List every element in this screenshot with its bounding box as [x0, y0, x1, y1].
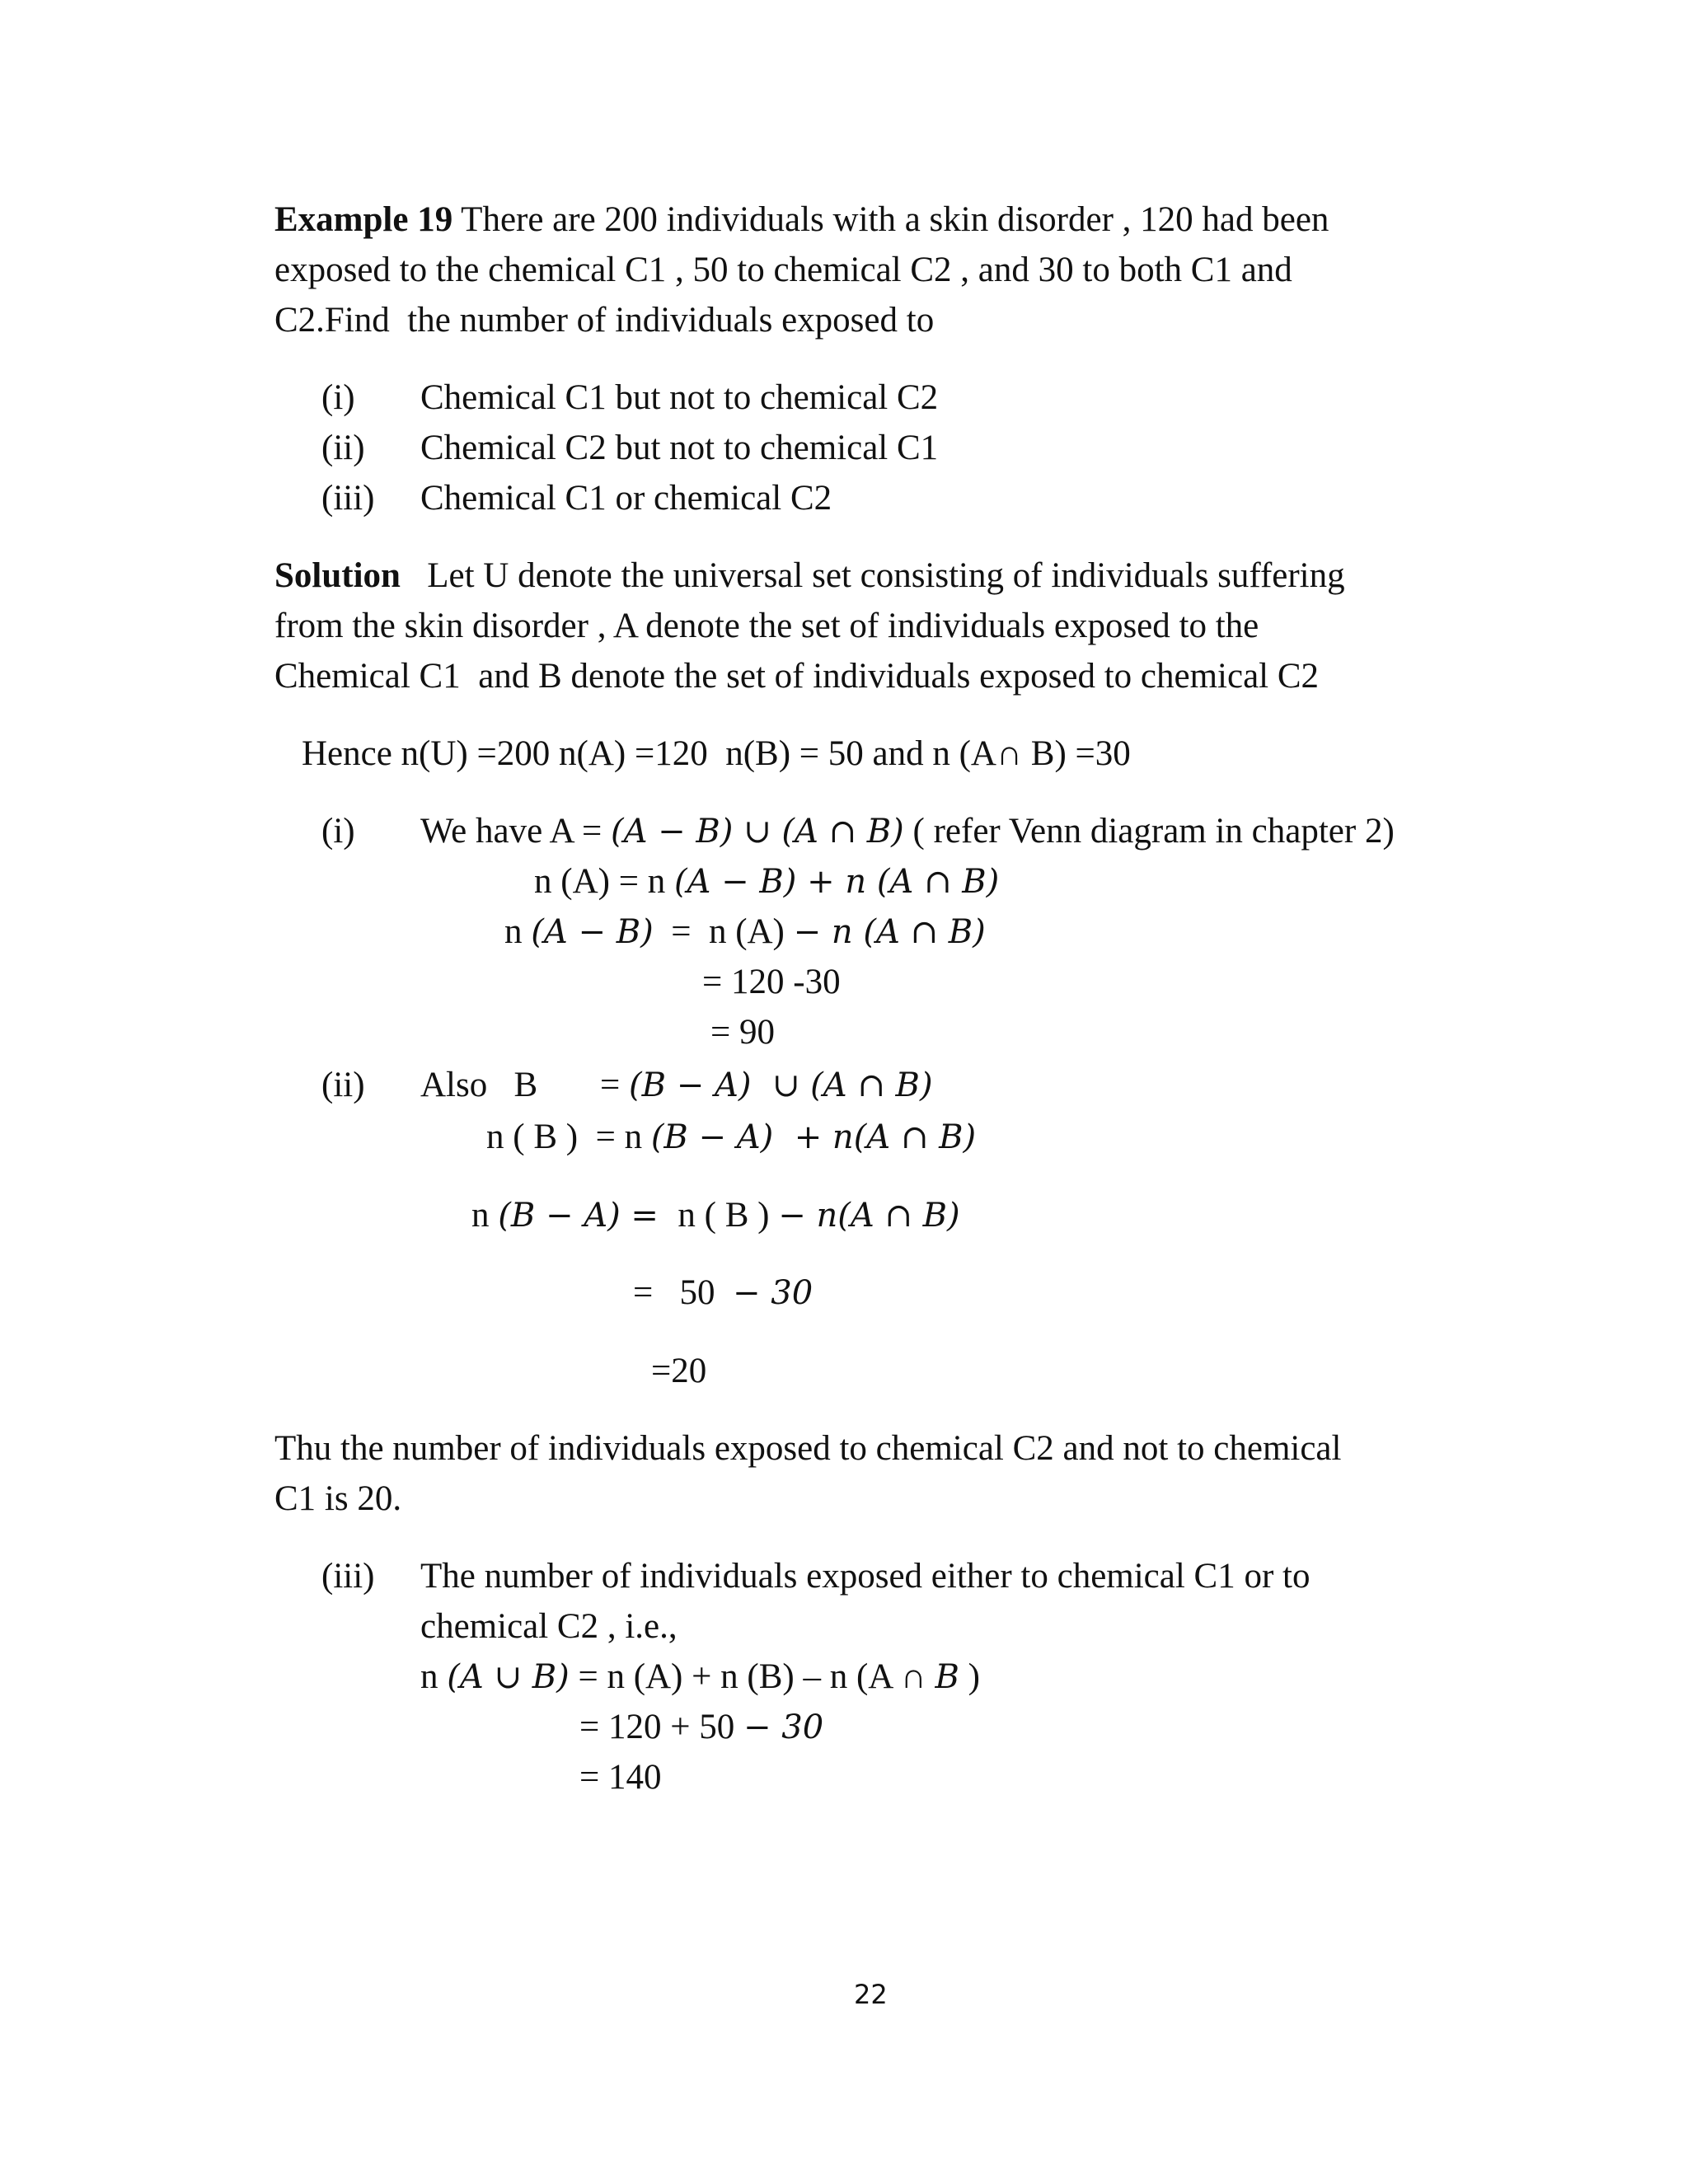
- equation-line: n (A − B) = n (A) − n (A ∩ B): [504, 912, 986, 951]
- item-number: (ii): [321, 429, 365, 467]
- equation-line: = 140: [579, 1758, 662, 1797]
- equation-line: n ( B ) = n (B − A) + n(A ∩ B): [486, 1118, 977, 1156]
- equation-line: n (A) = n (A − B) + n (A ∩ B): [534, 862, 1000, 901]
- solution-label: Solution: [274, 556, 401, 595]
- solution-line-3: Chemical C1 and B denote the set of individuals exposed to chemical C2: [274, 657, 1320, 696]
- problem-line-2: exposed to the chemical C1 , 50 to chemical C2 , and 30 to both C1 and: [274, 251, 1292, 289]
- solution-line-2: from the skin disorder , A denote the set of individuals exposed to the: [274, 607, 1259, 645]
- equation-line: = 90: [710, 1013, 776, 1052]
- equation-line: Also B: [420, 1066, 538, 1104]
- problem-line-3: C2.Find the number of individuals exposed to: [274, 301, 935, 340]
- item-number: (iii): [321, 479, 375, 518]
- conclusion-line-2: C1 is 20.: [274, 1479, 402, 1518]
- item-number: (i): [321, 378, 355, 417]
- solution-line-1: Solution Let U denote the universal set consisting of individuals suffering: [274, 556, 1345, 595]
- example-label: Example 19: [274, 200, 453, 239]
- equation-line: n (B − A) = n ( B ) − n(A ∩ B): [471, 1196, 960, 1235]
- item-text: Chemical C2 but not to chemical C1: [420, 429, 939, 467]
- problem-line-1: Example 19 There are 200 individuals with a skin disorder , 120 had been: [274, 200, 1329, 239]
- part-number: (ii): [321, 1066, 365, 1104]
- page-number: 22: [854, 1979, 888, 2010]
- equation-line: = 120 + 50 − 30: [579, 1708, 824, 1746]
- equation-line: n (A ∪ B) = n (A) + n (B) – n (A ∩ B ): [420, 1657, 980, 1696]
- item-text: Chemical C1 or chemical C2: [420, 479, 832, 518]
- text-line: chemical C2 , i.e.,: [420, 1607, 678, 1646]
- item-text: Chemical C1 but not to chemical C2: [420, 378, 939, 417]
- equation-line: = 50 − 30: [633, 1273, 814, 1312]
- equation-line: We have A = (A − B) ∪ (A ∩ B) ( refer Venn diagram in chapter 2): [420, 812, 1395, 851]
- equation-line: =20: [651, 1352, 707, 1390]
- part-number: (iii): [321, 1557, 375, 1596]
- part-number: (i): [321, 812, 355, 851]
- conclusion-line-1: Thu the number of individuals exposed to chemical C2 and not to chemical: [274, 1429, 1342, 1468]
- text-line: The number of individuals exposed either to chemical C1 or to: [420, 1557, 1311, 1596]
- equation-line: = (B − A) ∪ (A ∩ B): [600, 1066, 933, 1104]
- given-values: Hence n(U) =200 n(A) =120 n(B) = 50 and n (A∩ B) =30: [302, 734, 1131, 773]
- equation-line: = 120 -30: [702, 963, 841, 1001]
